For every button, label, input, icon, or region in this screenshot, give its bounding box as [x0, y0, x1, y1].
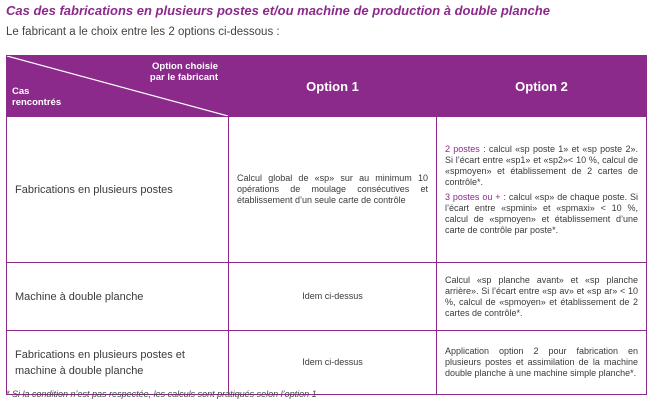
three-posts-label: 3 postes ou +: [445, 191, 501, 202]
option1-cell: Idem ci-dessus: [229, 263, 437, 331]
options-table: [6, 55, 647, 395]
table-row: [7, 331, 647, 395]
page-title: Cas des fabrications en plusieurs postes et/ou machine de production à double planche: [6, 3, 550, 18]
column-axis-label: Option choisie par le fabricant: [149, 61, 218, 83]
case-cell: Fabrications en plusieurs postes et machine à double planche: [7, 331, 229, 395]
three-posts-block: 3 postes ou + : calcul «sp» de chaque poste. Si l’écart entre «spmini» et «spmaxi» < 10 %, calcul de «spmoyen» et établissement d’une carte de contrôle par poste*.: [445, 191, 638, 235]
corner-header-cell: [7, 56, 229, 117]
option2-header: Option 2: [437, 56, 647, 117]
option2-cell: Application option 2 pour fabrication en plusieurs postes et assimilation de la machine double planche à une machine simple planche*.: [437, 331, 647, 395]
option1-cell: Idem ci-dessus: [229, 331, 437, 395]
table-row: [7, 117, 647, 263]
case-cell: Fabrications en plusieurs postes: [7, 117, 229, 263]
option1-cell: Calcul global de «sp» sur au minimum 10 opérations de moulage consécutives et établissement d’un seule carte de contrôle: [229, 117, 437, 263]
option2-cell: [437, 117, 647, 263]
option1-header: Option 1: [229, 56, 437, 117]
case-cell: Machine à double planche: [7, 263, 229, 331]
table-header-row: [7, 56, 647, 117]
table-row: [7, 263, 647, 331]
two-posts-label: 2 postes: [445, 143, 480, 154]
option2-cell: Calcul «sp planche avant» et «sp planche arrière». Si l’écart entre «sp av» et «sp ar» < 10 %, calcul de «spmoyen» et établissement de 2 cartes de contrôle*.: [437, 263, 647, 331]
intro-text: Le fabricant a le choix entre les 2 options ci-dessous :: [6, 26, 280, 38]
row-axis-label: Cas rencontrés: [12, 86, 62, 108]
two-posts-block: 2 postes : calcul «sp poste 1» et «sp poste 2». Si l’écart entre «sp1» et «sp2»< 10 %, calcul de «spmoyen» et établissement de 2 cartes de contrôle*.: [445, 143, 638, 187]
footnote: * Si la condition n’est pas respectée, les calculs sont pratiqués selon l’option 1: [6, 389, 317, 399]
